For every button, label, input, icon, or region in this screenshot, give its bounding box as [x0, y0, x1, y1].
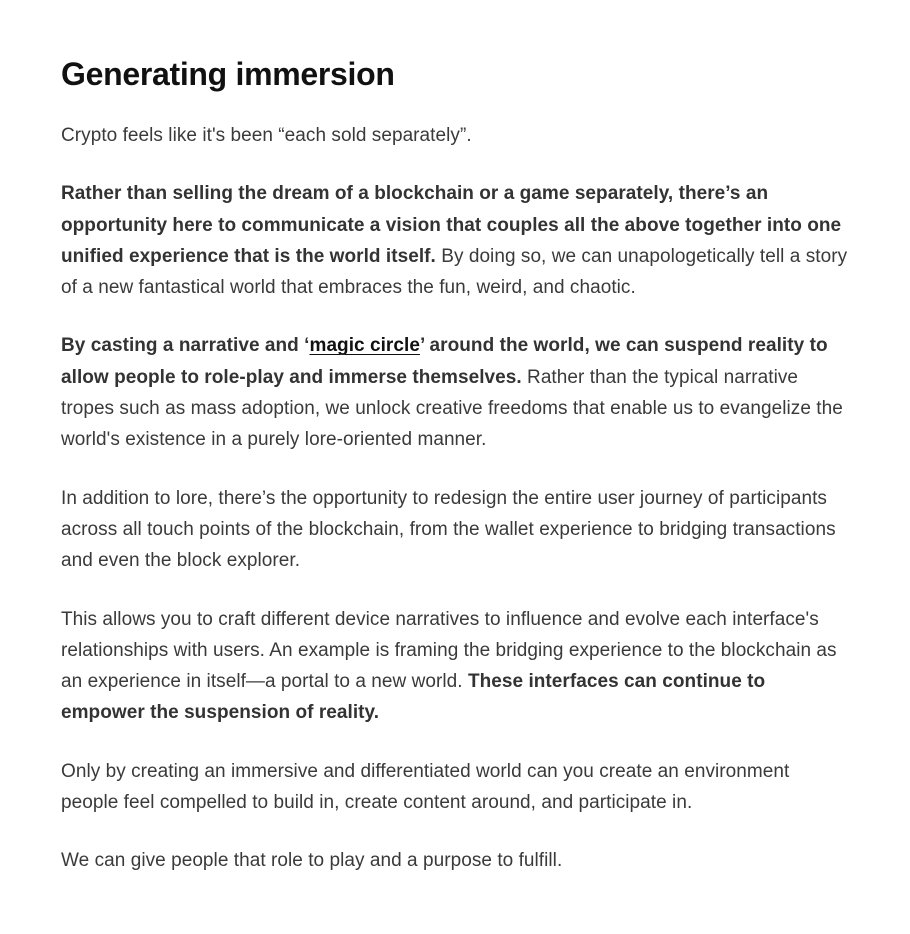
- article-title: Generating immersion: [61, 56, 395, 92]
- paragraph-2: [61, 178, 851, 303]
- magic-circle-link[interactable]: magic circle: [309, 335, 420, 357]
- paragraph-3-text: Rather than the typical narrative tropes such as mass adoption, we unlock creative freedoms that enable us to evangelize the world's existence in a purely lore-oriented manner.: [61, 366, 843, 451]
- paragraph-4: In addition to lore, there’s the opportunity to redesign the entire user journey of participants across all touch points of the blockchain, from the wallet experience to bridging transactions and even the block explorer.: [61, 487, 836, 572]
- paragraph-3: [61, 330, 851, 455]
- paragraph-5-text: This allows you to craft different device narratives to influence and evolve each interface's relationships with users. An example is framing the bridging experience to the blockchain as an experience in itself—a portal to a new world.: [61, 608, 837, 693]
- paragraph-1: Crypto feels like it's been “each sold separately”.: [61, 125, 472, 146]
- paragraph-5: [61, 604, 851, 729]
- paragraph-7: We can give people that role to play and a purpose to fulfill.: [61, 850, 563, 872]
- paragraph-6: Only by creating an immersive and differentiated world can you create an environment people feel compelled to build in, create content around, and participate in.: [61, 760, 790, 814]
- paragraph-2-text: By doing so, we can unapologetically tell a story of a new fantastical world that embraces the fun, weird, and chaotic.: [61, 245, 848, 299]
- paragraph-2-bold: Rather than selling the dream of a blockchain or a game separately, there’s an opportunity here to communicate a vision that couples all the above together into one unified experience that is the world itself.: [61, 183, 842, 267]
- paragraph-3-bold-post: ’ around the world, we can suspend reality to allow people to role-play and immerse themselves.: [61, 335, 828, 388]
- paragraph-5-bold: These interfaces can continue to empower the suspension of reality.: [61, 671, 766, 724]
- paragraph-3-bold-pre: By casting a narrative and ‘: [61, 335, 310, 357]
